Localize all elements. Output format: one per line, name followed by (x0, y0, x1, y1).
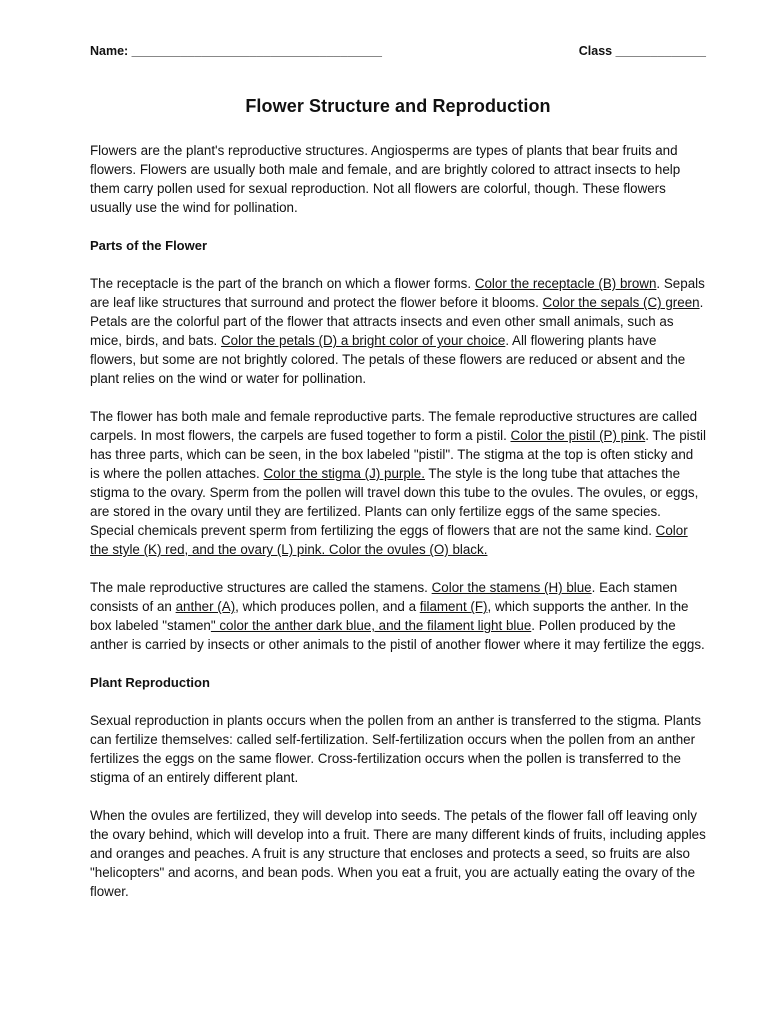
male-parts-paragraph (90, 578, 706, 654)
name-field: Name: ____________________________________ (90, 44, 382, 58)
header-row (90, 44, 706, 58)
text-run: The flower has both male and female reproductive parts. The female reproductive structures are called carpels. In most flowers, the carpels are fused together to form a pistil. (90, 409, 698, 443)
text-run: . The pistil has three parts, which can be seen, in the box labeled "pistil". The stigma at the top is often sticky and is where the pollen attaches. (90, 428, 706, 481)
class-field: Class _____________ (578, 44, 706, 58)
text-run: . Petals are the colorful part of the flower that attracts insects and even other small animals, such as mice, birds, and bats. (90, 295, 704, 348)
receptacle-paragraph (90, 274, 706, 388)
instruction-receptacle: Color the receptacle (B) brown (474, 276, 657, 291)
page-title: Flower Structure and Reproduction (245, 96, 551, 116)
seeds-fruit-paragraph: When the ovules are fertilized, they will develop into seeds. The petals of the flower fall off leaving only the ovary behind, which will develop into a fruit. There are many different kinds of fruits, including apples and oranges and peaches. A fruit is any structure that encloses and protects a seed, so fruits are also "helicopters" and acorns, and bean pods. When you eat a fruit, you are actually eating the ovary of the flower. (90, 808, 706, 899)
text-run: . Pollen produced by the anther is carried by insects or other animals to the pistil of another flower where it may fertilize the eggs. (90, 618, 705, 652)
term-filament: filament (F) (419, 599, 488, 614)
instruction-style-ovary: Color the style (K) red, and the ovary (L) pink. Color the ovules (O) black. (90, 523, 688, 557)
female-parts-paragraph (90, 407, 706, 559)
instruction-pistil: Color the pistil (P) pink (510, 428, 646, 443)
fertilization-paragraph: Sexual reproduction in plants occurs when the pollen from an anther is transferred to the stigma. Plants can fertilize themselves: called self-fertilization. Self-fertilization occurs when the pollen from an anther fertilizes the eggs on the same flower. Cross-fertilization occurs when the pollen is transferred to the stigma of an entirely different plant. (90, 713, 702, 785)
instruction-stigma: Color the stigma (J) purple. (263, 466, 425, 481)
text-run: . Each stamen consists of an (90, 580, 678, 614)
text-run: , which supports the anther. In the box labeled "stamen (90, 599, 689, 633)
text-run: The receptacle is the part of the branch on which a flower forms. (90, 276, 475, 291)
reproduction-heading: Plant Reproduction (90, 675, 210, 690)
text-run: , which produces pollen, and a (235, 599, 420, 614)
parts-heading: Parts of the Flower (90, 238, 208, 253)
instruction-anther-filament: " color the anther dark blue, and the filament light blue (210, 618, 532, 633)
text-run: The style is the long tube that attaches the stigma to the ovary. Sperm from the pollen will travel down this tube to the ovules. The ovules, or eggs, are stored in the ovary until they are fertilized. Plants can only fertilize eggs of the same species. Special chemicals prevent sperm from fertilizing the eggs of flowers that are not the same kind. (90, 466, 699, 538)
instruction-sepals: Color the sepals (C) green (542, 295, 700, 310)
instruction-stamens: Color the stamens (H) blue (431, 580, 592, 595)
text-run: The male reproductive structures are called the stamens. (90, 580, 432, 595)
term-anther: anther (A) (175, 599, 236, 614)
text-run: . Sepals are leaf like structures that surround and protect the flower before it blooms. (90, 276, 705, 310)
text-run: . All flowering plants have flowers, but some are not brightly colored. The petals of these flowers are reduced or absent and the plant relies on the wind or water for pollination. (90, 333, 686, 386)
intro-paragraph: Flowers are the plant's reproductive structures. Angiosperms are types of plants that bear fruits and flowers. Flowers are usually both male and female, and are brightly colored to attract insects to help them carry pollen used for sexual reproduction. Not all flowers are colorful, though. These flowers usually use the wind for pollination. (90, 143, 681, 215)
instruction-petals: Color the petals (D) a bright color of your choice (221, 333, 506, 348)
